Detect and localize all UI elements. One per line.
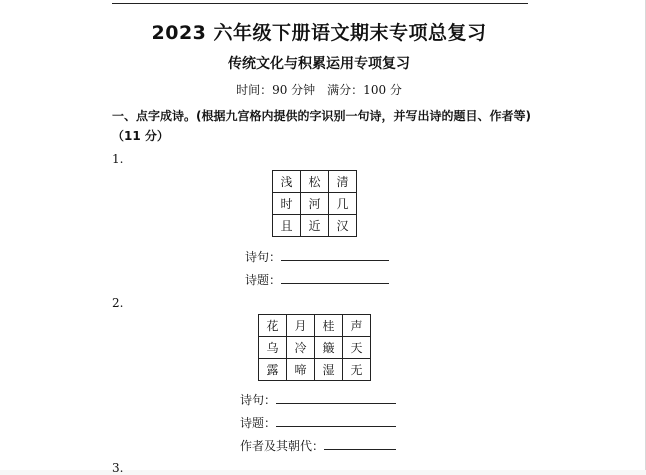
- section-points: （11 分）: [112, 129, 169, 143]
- document-subtitle: 传统文化与积累运用专项复习: [228, 56, 410, 72]
- grid-cell: 桂: [315, 315, 343, 337]
- grid-cell: 啼: [287, 359, 315, 381]
- answer-blank[interactable]: [276, 414, 396, 427]
- character-grid-2: [258, 314, 371, 381]
- answer-label: 作者及其朝代：: [240, 439, 325, 453]
- poem-line-answer: [245, 248, 389, 265]
- grid-cell: 声: [343, 315, 371, 337]
- question-number: 3.: [112, 461, 124, 475]
- grid-cell: 乌: [259, 337, 287, 359]
- grid-cell: 簸: [315, 337, 343, 359]
- poem-author-answer: [240, 437, 396, 454]
- grid-cell: 无: [343, 359, 371, 381]
- answer-label: 诗题：: [245, 273, 282, 287]
- document-title: 2023 六年级下册语文期末专项总复习: [151, 22, 487, 44]
- answer-blank[interactable]: [324, 437, 396, 450]
- grid-cell: 月: [287, 315, 315, 337]
- section-heading: 一、点字成诗。(根据九宫格内提供的字识别一句诗，并写出诗的题目、作者等): [112, 109, 531, 123]
- answer-blank[interactable]: [281, 248, 389, 261]
- poem-title-answer: [245, 271, 389, 288]
- answer-label: 诗句：: [245, 250, 282, 264]
- poem-line-answer: [240, 391, 396, 408]
- grid-cell: 冷: [287, 337, 315, 359]
- header-rule: [112, 3, 528, 4]
- grid-cell: 松: [301, 171, 329, 193]
- grid-cell: 花: [259, 315, 287, 337]
- answer-blank[interactable]: [281, 271, 389, 284]
- grid-cell: 湿: [315, 359, 343, 381]
- answer-label: 诗句：: [240, 393, 277, 407]
- question-number: 1.: [112, 152, 124, 166]
- grid-cell: 几: [329, 193, 357, 215]
- question-number: 2.: [112, 296, 124, 310]
- grid-cell: 浅: [273, 171, 301, 193]
- grid-cell: 汉: [329, 215, 357, 237]
- answer-blank[interactable]: [276, 391, 396, 404]
- answer-label: 诗题：: [240, 416, 277, 430]
- grid-cell: 露: [259, 359, 287, 381]
- character-grid-1: [272, 170, 357, 237]
- grid-cell: 近: [301, 215, 329, 237]
- grid-cell: 时: [273, 193, 301, 215]
- grid-cell: 天: [343, 337, 371, 359]
- grid-cell: 且: [273, 215, 301, 237]
- grid-cell: 清: [329, 171, 357, 193]
- grid-cell: 河: [301, 193, 329, 215]
- exam-meta: 时间：90 分钟 满分：100 分: [236, 83, 402, 97]
- poem-title-answer: [240, 414, 396, 431]
